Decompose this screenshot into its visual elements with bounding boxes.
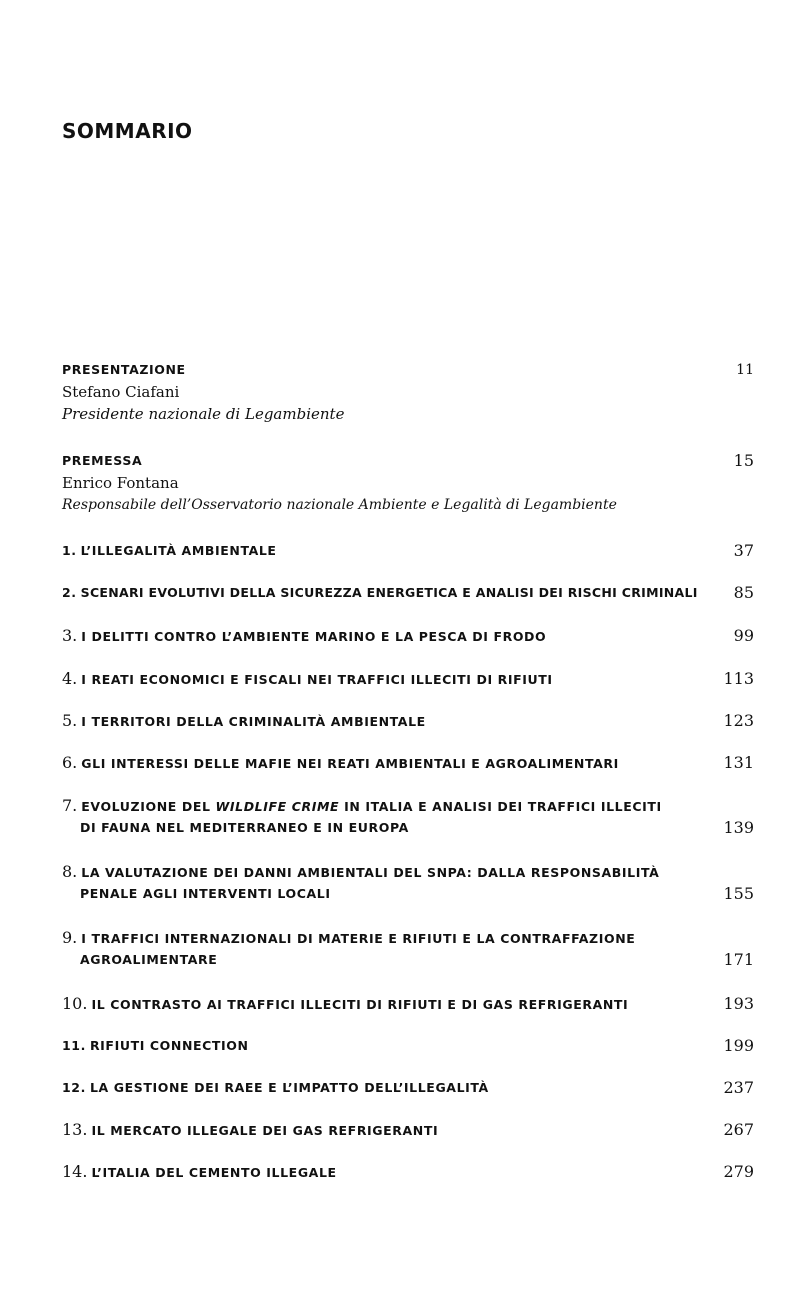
- intro-premessa: [62, 450, 754, 516]
- toc-entry[interactable]: [62, 710, 754, 732]
- chapter-number: 2.: [62, 585, 77, 600]
- page-number: 193: [723, 994, 754, 1013]
- toc-entry[interactable]: [62, 1035, 754, 1057]
- intro-role: Presidente nazionale di Legambiente: [62, 405, 345, 423]
- chapter-number: 3.: [62, 626, 78, 645]
- toc-entry[interactable]: [62, 582, 754, 604]
- intro-author: Enrico Fontana: [62, 474, 179, 492]
- chapter-number: 8.: [62, 862, 78, 881]
- chapter-title-part: EVOLUZIONE DEL: [81, 799, 216, 814]
- toc-entry[interactable]: [62, 1077, 754, 1099]
- chapter-title-line2: AGROALIMENTARE: [80, 952, 218, 967]
- toc-entry[interactable]: [62, 795, 754, 839]
- chapter-title: L’ILLEGALITÀ AMBIENTALE: [80, 543, 277, 558]
- chapter-title: I TERRITORI DELLA CRIMINALITÀ AMBIENTALE: [81, 714, 426, 729]
- chapter-title: IL CONTRASTO AI TRAFFICI ILLECITI DI RIFIUTI E DI GAS REFRIGERANTI: [91, 997, 629, 1012]
- toc-entry[interactable]: [62, 993, 754, 1015]
- page-number: 99: [733, 626, 754, 645]
- intro-heading: PRESENTAZIONE: [62, 362, 186, 377]
- intro-heading: PREMESSA: [62, 453, 143, 468]
- chapter-number: 6.: [62, 753, 78, 772]
- toc-entry[interactable]: [62, 1161, 754, 1183]
- chapter-title-line2: DI FAUNA NEL MEDITERRANEO E IN EUROPA: [80, 820, 409, 835]
- toc-entry[interactable]: [62, 861, 754, 905]
- toc-entry[interactable]: [62, 540, 754, 562]
- chapter-title: LA GESTIONE DEI RAEE E L’IMPATTO DELL’ILLEGALITÀ: [89, 1080, 489, 1095]
- toc-entry[interactable]: [62, 625, 754, 647]
- chapter-title: IL MERCATO ILLEGALE DEI GAS REFRIGERANTI: [91, 1123, 439, 1138]
- page-number: 199: [723, 1036, 754, 1055]
- toc-entry[interactable]: [62, 927, 754, 971]
- chapter-title-emphasis: WILDLIFE CRIME: [215, 799, 340, 814]
- chapter-title: I TRAFFICI INTERNAZIONALI DI MATERIE E RIFIUTI E LA CONTRAFFAZIONE: [81, 931, 636, 946]
- page-number: 11: [736, 362, 754, 378]
- intro-presentazione: [62, 359, 754, 425]
- chapter-number: 10.: [62, 994, 88, 1013]
- page-number: 113: [723, 669, 754, 688]
- intro-author: Stefano Ciafani: [62, 383, 180, 401]
- chapter-number: 13.: [62, 1120, 88, 1139]
- chapter-number: 7.: [62, 796, 78, 815]
- chapter-number: 14.: [62, 1162, 88, 1181]
- page-number: 37: [733, 541, 754, 560]
- page-number: 15: [733, 451, 754, 470]
- chapter-number: 4.: [62, 669, 78, 688]
- chapter-title: L’ITALIA DEL CEMENTO ILLEGALE: [91, 1165, 337, 1180]
- chapter-title: GLI INTERESSI DELLE MAFIE NEI REATI AMBIENTALI E AGROALIMENTARI: [81, 756, 619, 771]
- page-number: 155: [723, 884, 754, 903]
- chapter-number: 1.: [62, 543, 77, 558]
- chapter-title: I DELITTI CONTRO L’AMBIENTE MARINO E LA PESCA DI FRODO: [81, 629, 547, 644]
- toc-entry[interactable]: [62, 668, 754, 690]
- toc-entry[interactable]: [62, 752, 754, 774]
- page-number: 139: [723, 818, 754, 837]
- page-number: 267: [723, 1120, 754, 1139]
- chapter-title-part: IN ITALIA E ANALISI DEI TRAFFICI ILLECITI: [339, 799, 662, 814]
- chapter-number: 9.: [62, 928, 78, 947]
- intro-role: Responsabile dell’Osservatorio nazionale Ambiente e Legalità di Legambiente: [62, 497, 617, 513]
- chapter-number: 5.: [62, 711, 78, 730]
- toc-entry[interactable]: [62, 1119, 754, 1141]
- page-number: 279: [723, 1162, 754, 1181]
- chapter-number: 12.: [62, 1080, 86, 1095]
- page-number: 237: [723, 1078, 754, 1097]
- chapter-title: I REATI ECONOMICI E FISCALI NEI TRAFFICI ILLECITI DI RIFIUTI: [81, 672, 553, 687]
- page-number: 85: [733, 583, 754, 602]
- page-number: 131: [723, 753, 754, 772]
- chapter-title: RIFIUTI CONNECTION: [89, 1038, 249, 1053]
- page-number: 123: [723, 711, 754, 730]
- chapter-title: SCENARI EVOLUTIVI DELLA SICUREZZA ENERGETICA E ANALISI DEI RISCHI CRIMINALI: [80, 585, 698, 600]
- chapter-title-line2: PENALE AGLI INTERVENTI LOCALI: [80, 886, 331, 901]
- page-title: SOMMARIO: [62, 119, 193, 143]
- chapter-title: LA VALUTAZIONE DEI DANNI AMBIENTALI DEL SNPA: DALLA RESPONSABILITÀ: [81, 865, 660, 880]
- page-number: 171: [723, 950, 754, 969]
- chapter-number: 11.: [62, 1038, 86, 1053]
